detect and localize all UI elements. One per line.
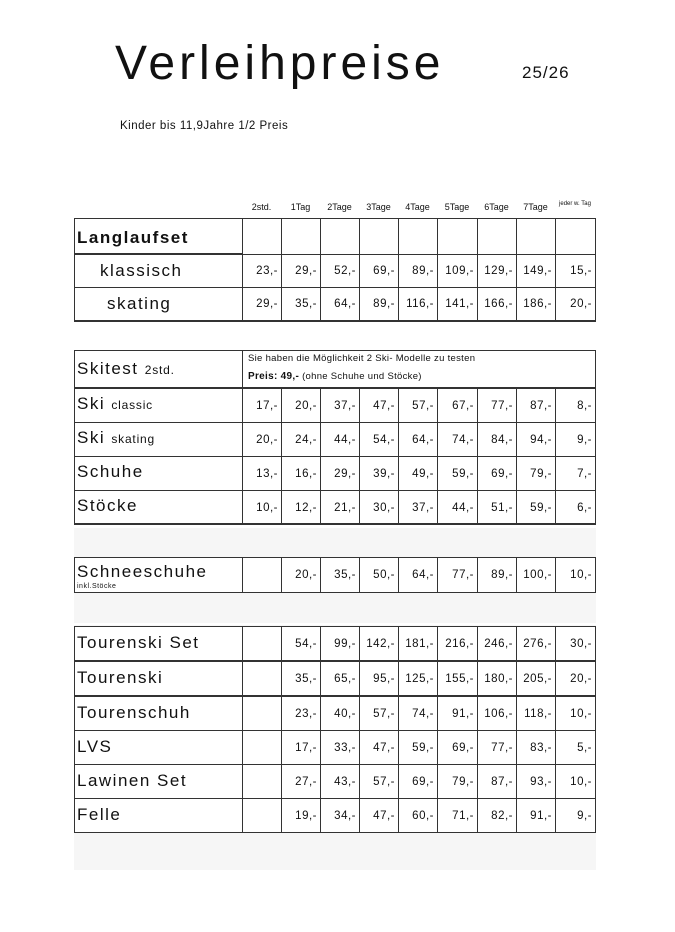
price-cell: [516, 218, 556, 255]
price-cell: 64,-: [398, 422, 438, 457]
price-cell: 20,-: [242, 422, 282, 457]
price-cell: 180,-: [477, 661, 517, 696]
price-cell: 29,-: [242, 287, 282, 321]
price-cell: [242, 764, 282, 799]
price-cell: 276,-: [516, 626, 556, 661]
row-label: klassisch: [100, 261, 183, 280]
price-cell: 82,-: [477, 798, 517, 833]
price-cell: 47,-: [359, 730, 399, 765]
row-label-text: Ski: [77, 428, 106, 447]
price-cell: 74,-: [398, 696, 438, 731]
price-cell: 64,-: [398, 557, 438, 593]
price-cell: 71,-: [437, 798, 478, 833]
page-title: Verleihpreise: [115, 37, 445, 90]
skitest-note: Sie haben die Möglichkeit 2 Ski- Modelle zu testen: [248, 353, 476, 364]
price-cell: 10,-: [555, 696, 596, 731]
price-cell: 39,-: [359, 456, 399, 491]
price-cell: 116,-: [398, 287, 438, 321]
price-cell: 149,-: [516, 254, 556, 288]
row-label: [77, 428, 155, 448]
price-cell: 37,-: [398, 490, 438, 525]
row-label-suffix: classic: [111, 398, 153, 412]
row-label-text: Ski: [77, 394, 106, 413]
row-label: Tourenschuh: [77, 703, 191, 722]
price-cell: 89,-: [359, 287, 399, 321]
price-cell: 87,-: [477, 764, 517, 799]
price-cell: 64,-: [320, 287, 360, 321]
price-cell: 57,-: [398, 388, 438, 423]
row-label: skating: [107, 294, 172, 313]
price-cell: 57,-: [359, 764, 399, 799]
column-header: 2std.: [251, 202, 272, 212]
price-cell: 17,-: [281, 730, 321, 765]
price-cell: 44,-: [437, 490, 478, 525]
price-cell: 60,-: [398, 798, 438, 833]
skitest-price-note: (ohne Schuhe und Stöcke): [302, 371, 422, 382]
price-cell: 65,-: [320, 661, 360, 696]
price-cell: 7,-: [555, 456, 596, 491]
price-cell: 50,-: [359, 557, 399, 593]
price-cell: 141,-: [437, 287, 478, 321]
row-label: Lawinen Set: [77, 771, 188, 790]
price-cell: [359, 218, 399, 255]
column-header: 4Tage: [405, 202, 430, 212]
price-cell: 13,-: [242, 456, 282, 491]
price-cell: 57,-: [359, 696, 399, 731]
row-label: LVS: [77, 737, 113, 756]
price-cell: 129,-: [477, 254, 517, 288]
skitest-title: [77, 359, 175, 379]
price-cell: 54,-: [359, 422, 399, 457]
column-header: jeder w. Tag: [559, 201, 591, 207]
skitest-duration: 2std.: [144, 363, 175, 377]
price-cell: 9,-: [555, 422, 596, 457]
price-cell: 77,-: [477, 730, 517, 765]
price-cell: 155,-: [437, 661, 478, 696]
price-cell: 10,-: [242, 490, 282, 525]
row-sublabel: inkl.Stöcke: [77, 583, 117, 590]
price-cell: 29,-: [320, 456, 360, 491]
price-cell: 77,-: [437, 557, 478, 593]
price-cell: 19,-: [281, 798, 321, 833]
price-cell: 24,-: [281, 422, 321, 457]
price-cell: [242, 696, 282, 731]
price-cell: [242, 626, 282, 661]
price-cell: 6,-: [555, 490, 596, 525]
row-label-text: Schuhe: [77, 462, 144, 481]
price-cell: 99,-: [320, 626, 360, 661]
price-cell: 10,-: [555, 764, 596, 799]
price-cell: 95,-: [359, 661, 399, 696]
price-cell: 69,-: [477, 456, 517, 491]
price-cell: 37,-: [320, 388, 360, 423]
row-label: Tourenski: [77, 668, 164, 687]
langlauf-title: Langlaufset: [77, 228, 189, 247]
season-label: 25/26: [522, 63, 570, 82]
price-cell: 77,-: [477, 388, 517, 423]
price-cell: 16,-: [281, 456, 321, 491]
price-cell: 100,-: [516, 557, 556, 593]
price-cell: 23,-: [242, 254, 282, 288]
price-cell: 33,-: [320, 730, 360, 765]
row-label: [77, 462, 144, 482]
price-cell: 17,-: [242, 388, 282, 423]
price-cell: 44,-: [320, 422, 360, 457]
price-cell: 59,-: [398, 730, 438, 765]
price-cell: 205,-: [516, 661, 556, 696]
price-cell: 47,-: [359, 388, 399, 423]
price-cell: 35,-: [320, 557, 360, 593]
price-cell: 118,-: [516, 696, 556, 731]
price-cell: 30,-: [359, 490, 399, 525]
skitest-note-cell: [242, 350, 596, 388]
price-cell: 69,-: [398, 764, 438, 799]
row-label: Felle: [77, 805, 122, 824]
row-label-text: Stöcke: [77, 496, 138, 515]
price-cell: 181,-: [398, 626, 438, 661]
price-cell: 142,-: [359, 626, 399, 661]
price-cell: 246,-: [477, 626, 517, 661]
price-cell: 125,-: [398, 661, 438, 696]
price-cell: 69,-: [359, 254, 399, 288]
price-cell: 27,-: [281, 764, 321, 799]
price-cell: 69,-: [437, 730, 478, 765]
price-cell: 84,-: [477, 422, 517, 457]
price-cell: 34,-: [320, 798, 360, 833]
price-cell: 59,-: [516, 490, 556, 525]
price-cell: 20,-: [555, 287, 596, 321]
price-cell: 10,-: [555, 557, 596, 593]
column-header: 1Tag: [290, 202, 311, 212]
row-label: [77, 496, 138, 516]
price-cell: 43,-: [320, 764, 360, 799]
price-cell: [242, 218, 282, 255]
price-cell: 94,-: [516, 422, 556, 457]
price-cell: [242, 730, 282, 765]
price-cell: 51,-: [477, 490, 517, 525]
price-cell: 74,-: [437, 422, 478, 457]
skitest-title-text: Skitest: [77, 359, 139, 378]
price-cell: [242, 798, 282, 833]
column-header: 5Tage: [444, 202, 470, 212]
column-header: 7Tage: [523, 202, 548, 212]
price-cell: 67,-: [437, 388, 478, 423]
skitest-price-label: Preis: 49,-: [248, 371, 300, 382]
price-cell: [477, 218, 517, 255]
price-cell: 5,-: [555, 730, 596, 765]
price-cell: 89,-: [398, 254, 438, 288]
column-header: 3Tage: [366, 202, 391, 212]
price-cell: 20,-: [555, 661, 596, 696]
price-cell: 54,-: [281, 626, 321, 661]
price-cell: 49,-: [398, 456, 438, 491]
price-cell: 93,-: [516, 764, 556, 799]
children-discount-note: Kinder bis 11,9Jahre 1/2 Preis: [120, 120, 289, 132]
price-cell: 186,-: [516, 287, 556, 321]
price-cell: 40,-: [320, 696, 360, 731]
price-cell: 15,-: [555, 254, 596, 288]
row-label: [77, 394, 153, 414]
row-label: Schneeschuhe: [77, 562, 208, 581]
price-cell: 83,-: [516, 730, 556, 765]
price-cell: [242, 557, 282, 593]
price-cell: 8,-: [555, 388, 596, 423]
price-cell: 166,-: [477, 287, 517, 321]
price-cell: 20,-: [281, 557, 321, 593]
price-cell: 109,-: [437, 254, 478, 288]
price-cell: 106,-: [477, 696, 517, 731]
price-cell: [281, 218, 321, 255]
price-cell: 91,-: [516, 798, 556, 833]
price-cell: 30,-: [555, 626, 596, 661]
price-cell: 59,-: [437, 456, 478, 491]
price-cell: 91,-: [437, 696, 478, 731]
column-header: 2Tage: [327, 202, 352, 212]
price-cell: 12,-: [281, 490, 321, 525]
price-cell: 23,-: [281, 696, 321, 731]
price-cell: 87,-: [516, 388, 556, 423]
price-cell: 35,-: [281, 661, 321, 696]
price-cell: [398, 218, 438, 255]
price-cell: 216,-: [437, 626, 478, 661]
column-header: 6Tage: [484, 202, 509, 212]
price-cell: 52,-: [320, 254, 360, 288]
price-cell: 35,-: [281, 287, 321, 321]
price-cell: 9,-: [555, 798, 596, 833]
row-label-suffix: skating: [111, 432, 155, 446]
price-cell: [437, 218, 478, 255]
price-cell: 79,-: [516, 456, 556, 491]
price-cell: 20,-: [281, 388, 321, 423]
row-label: Tourenski Set: [77, 633, 200, 652]
price-cell: [555, 218, 596, 255]
price-cell: 47,-: [359, 798, 399, 833]
price-cell: 21,-: [320, 490, 360, 525]
price-cell: [320, 218, 360, 255]
price-cell: 29,-: [281, 254, 321, 288]
price-cell: 79,-: [437, 764, 478, 799]
price-cell: 89,-: [477, 557, 517, 593]
price-cell: [242, 661, 282, 696]
